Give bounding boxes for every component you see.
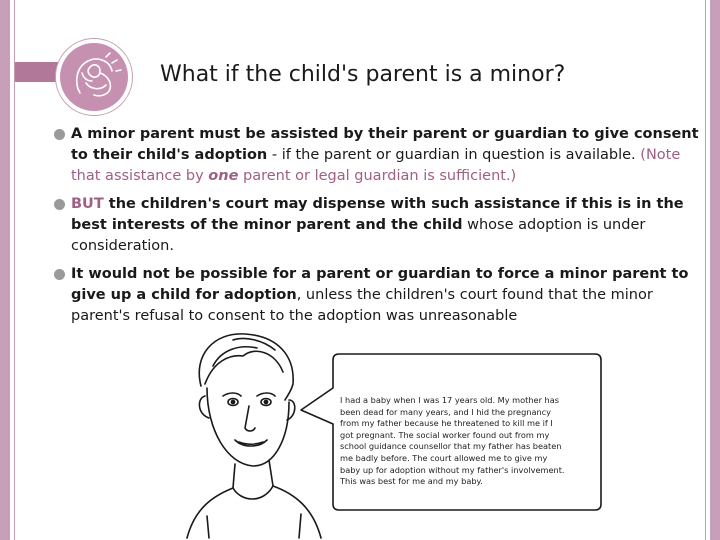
bullet-dot-icon	[54, 269, 65, 280]
note-emphasis: one	[208, 168, 239, 184]
slide-title: What if the child's parent is a minor?	[160, 62, 566, 87]
bullet-dot-icon	[54, 199, 65, 210]
bullet-normal-text: - if the parent or guardian in question is available.	[267, 147, 636, 163]
bullet-bold-text: the children's court may dispense with such assistance if this is in the best interests of the minor parent and the child	[71, 196, 684, 233]
bullet-item	[52, 264, 712, 327]
bullet-item	[52, 124, 712, 187]
note-text-end: parent or legal guardian is sufficient.)	[238, 168, 517, 184]
bullet-list	[52, 124, 712, 334]
bullet-dot-icon	[54, 129, 65, 140]
bullet-bold-text: A minor parent must be assisted by their parent or guardian to give consent to their child's adoption	[71, 126, 699, 163]
speech-bubble-text: I had a baby when I was 17 years old. My mother has been dead for many years, and I hid the pregnancy from my father because he threatened to kill me if I got pregnant. The social worker found out from my school guidance counsellor that my father has beaten me badly before. The court allowed me to give my baby up for adoption without my father's involvement. This was best for me and my baby.	[340, 395, 565, 487]
bullet-item	[52, 194, 712, 257]
bullet-normal-text: whose adoption is under consideration.	[71, 217, 646, 254]
bullet-lead-word: BUT	[71, 196, 104, 212]
left-decorative-bar	[0, 0, 10, 540]
note-text: (Note that assistance by	[71, 147, 681, 184]
mother-child-logo-icon	[60, 43, 128, 111]
bullet-bold-text: It would not be possible for a parent or guardian to force a minor parent to give up a child for adoption	[71, 266, 689, 303]
bullet-normal-text: , unless the children's court found that the minor parent's refusal to consent to the adoption was unreasonable	[71, 287, 653, 324]
